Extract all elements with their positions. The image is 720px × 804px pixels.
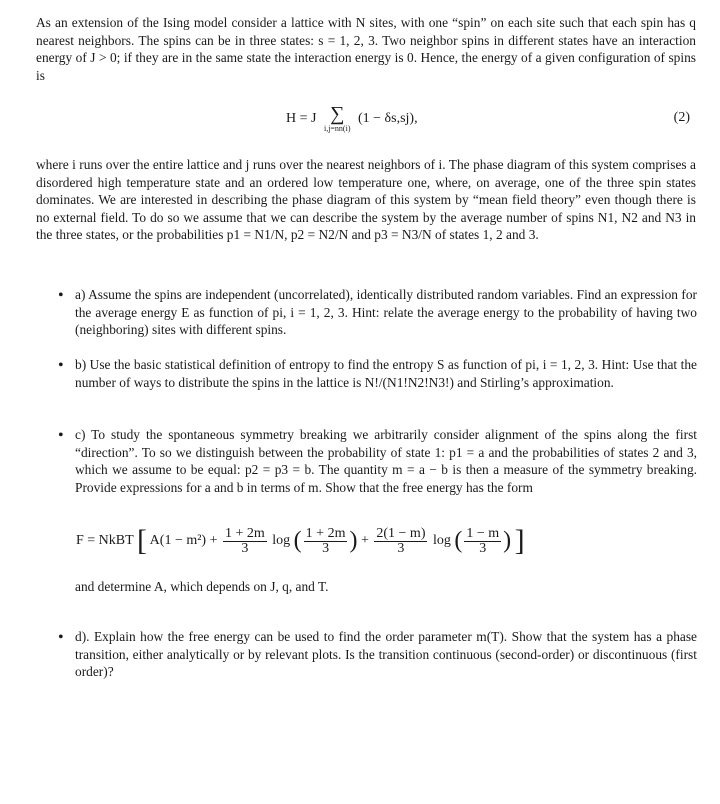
- item-c: c) To study the spontaneous symmetry breaking we arbitrarily consider alignment of the spins along the first “direction”. To so we distinguish between the probability of state 1: p1 = a and the probabilities of states 2 and 3, which we assume to be equal: p2 = p3 = b. The quantity m = a − b is then a measure of the symmetry breaking. Provide expressions for a and b in terms of m. Show that the free energy has the form: [75, 427, 697, 495]
- log-argument-1: $\frac{1 + 2m}{3}$: [305, 525, 346, 556]
- equation-number: (2): [673, 110, 690, 125]
- log-1: log: [272, 533, 291, 549]
- bullet-d: •: [58, 629, 64, 646]
- fraction-1: $\frac{1 + 2m}{3}$: [224, 525, 265, 556]
- log-argument-2: $\frac{1 - m}{3}$: [466, 525, 500, 556]
- bullet-c: •: [58, 427, 64, 444]
- item-d: d). Explain how the free energy can be used to find the order parameter m(T). Show that the system has a phase transition, either analytically or by relevant plots. Is the transition continuous (second-order) or discontinuous (first order)?: [75, 629, 697, 680]
- bullet-a: •: [58, 287, 64, 304]
- fraction-2: $\frac{2(1 - m)}{3}$: [376, 525, 426, 556]
- hamiltonian-lhs: H = J: [286, 111, 317, 127]
- item-b: b) Use the basic statistical definition of entropy to find the entropy S as function of pi, i = 1, 2, 3. Hint: Use that the number of ways to distribute the spins in the lattice is N!/(N1!N2!N3!) and Stirling’s approximation.: [75, 357, 697, 390]
- right-bracket: ]: [514, 524, 525, 557]
- plus-sign: +: [360, 533, 369, 549]
- sum-symbol: ∑: [330, 103, 345, 125]
- intro-paragraph: As an extension of the Ising model consider a lattice with N sites, with one “spin” on each site such that each spin has q nearest neighbors. The spins can be in three states: s = 1, 2, 3. Two neighbor spins in different states have an interaction energy of J > 0; if they are in the same state the interaction energy is 0. Hence, the energy of a given configuration of spins is: [36, 15, 696, 83]
- hamiltonian-sum: [324, 104, 351, 134]
- hamiltonian-equation: [286, 104, 418, 134]
- item-c-after: and determine A, which depends on J, q, and T.: [75, 579, 329, 594]
- free-energy-equation: F = NkBT [ A(1 − m²) + $\frac{1 + 2m}{3}$ log ( $\frac{1 + 2m}{3}$ ) + $\frac{2(1 - m)}{3}$ log ( $\frac{1 - m}{3}$ ) ]: [76, 524, 525, 557]
- free-energy-first-term: A(1 − m²) +: [149, 533, 218, 549]
- bullet-b: •: [58, 357, 64, 374]
- hamiltonian-body: (1 − δs,sj),: [357, 111, 418, 127]
- sum-subscript: i,j=nn(i): [323, 124, 351, 133]
- log-2: log: [432, 533, 451, 549]
- item-a: a) Assume the spins are independent (uncorrelated), identically distributed random variables. Find an expression for the average energy E as function of pi, i = 1, 2, 3. Hint: relate the average energy to the probability of having two (neighboring) sites with different spins.: [75, 287, 697, 338]
- free-energy-lhs: F = NkBT: [76, 533, 134, 549]
- mean-field-paragraph: where i runs over the entire lattice and j runs over the nearest neighbors of i. The phase diagram of this system comprises a disordered high temperature state and an ordered low temperature one, where, on average, one of the three spin states dominates. We are interested in describing the phase diagram of this system by “mean field theory” even though there is no external field. To do so we assume that we can describe the system by the average number of spins N1, N2 and N3 in the three states, or the probabilities p1 = N1/N, p2 = N2/N and p3 = N3/N of states 1, 2 and 3.: [36, 157, 696, 243]
- left-bracket: [: [136, 524, 147, 557]
